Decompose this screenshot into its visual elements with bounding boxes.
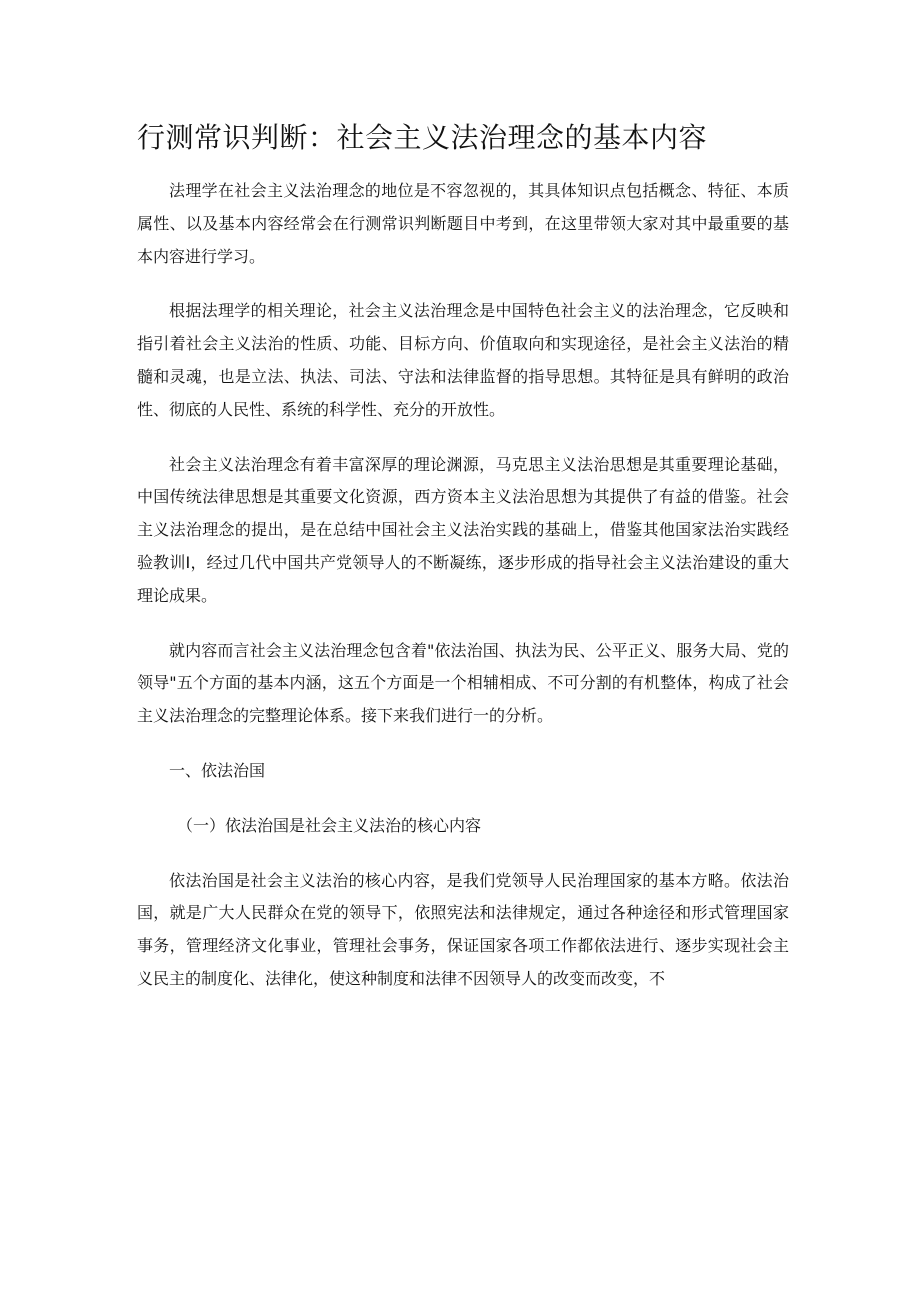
paragraph-origins: 社会主义法治理念有着丰富深厚的理论渊源，马克思主义法治思想是其重要理论基础，中国传统法律思想是其重要文化资源，西方资本主义法治思想为其提供了有益的借鉴。社会主义法治理念的提出，是在总结中国社会主义法治实践的基础上，借鉴其他国家法治实践经验教训I，经过几代中国共产党领导人的不断凝练，逐步形成的指导社会主义法治建设的重大理论成果。 [137,454,789,605]
section-heading: 一、依法治国 [169,760,266,780]
paragraph-intro: 法理学在社会主义法治理念的地位是不容忽视的，其具体知识点包括概念、特征、本质属性、以及基本内容经常会在行测常识判断题目中考到，在这里带领大家对其中最重要的基本内容进行学习。 [137,181,789,266]
subsection-heading: （一）依法治国是社会主义法治的核心内容 [177,815,482,835]
paragraph-rule-of-law: 依法治国是社会主义法治的核心内容，是我们党领导人民治理国家的基本方略。依法治国，就是广大人民群众在党的领导下，依照宪法和法律规定，通过各种途径和形式管理国家事务，管理经济文化事业，管理社会事务，保证国家各项工作都依法进行、逐步实现社会主义民主的制度化、法律化，使这种制度和法律不因领导人的改变而改变，不 [137,870,789,988]
paragraph-content: 就内容而言社会主义法治理念包含着"依法治国、执法为民、公平正义、服务大局、党的领导"五个方面的基本内涵，这五个方面是一个相辅相成、不可分割的有机整体，构成了社会主义法治理念的完整理论体系。接下来我们进行一的分析。 [137,640,789,726]
document-body [137,175,789,1018]
document-title: 行测常识判断：社会主义法治理念的基本内容 [137,121,708,154]
paragraph-definition: 根据法理学的相关理论，社会主义法治理念是中国特色社会主义的法治理念，它反映和指引着社会主义法治的性质、功能、目标方向、价值取向和实现途径，是社会主义法治的精髓和灵魂，也是立法、执法、司法、守法和法律监督的指导思想。其特征是具有鲜明的政治性、彻底的人民性、系统的科学性、充分的开放性。 [137,301,789,419]
